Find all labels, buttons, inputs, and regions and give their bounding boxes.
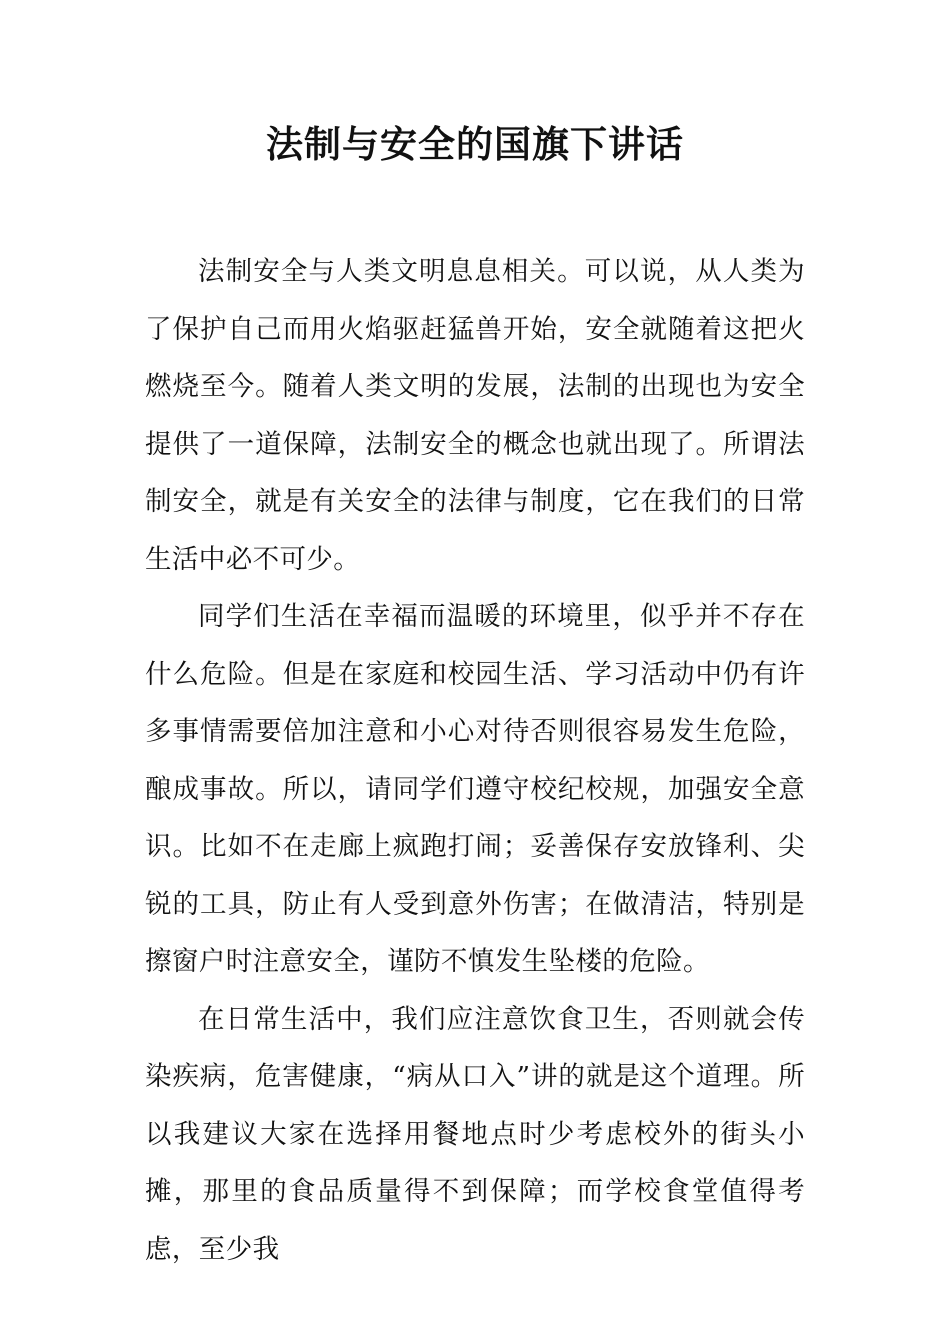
paragraph-3: 在日常生活中，我们应注意饮食卫生，否则就会传染疾病，危害健康，“病从口入”讲的就是这个道理。所以我建议大家在选择用餐地点时少考虑校外的街头小摊，那里的食品质量得不到保障；而学校食堂值得考虑，至少我: [145, 1003, 805, 1265]
paragraph-1: 法制安全与人类文明息息相关。可以说，从人类为了保护自己而用火焰驱赶猛兽开始，安全就随着这把火燃烧至今。随着人类文明的发展，法制的出现也为安全提供了一道保障，法制安全的概念也就出现了。所谓法制安全，就是有关安全的法律与制度，它在我们的日常生活中必不可少。: [145, 256, 805, 575]
paragraph-2: 同学们生活在幸福而温暖的环境里，似乎并不存在什么危险。但是在家庭和校园生活、学习活动中仍有许多事情需要倍加注意和小心对待否则很容易发生危险，酿成事故。所以，请同学们遵守校纪校规，加强安全意识。比如不在走廊上疯跑打闹；妥善保存安放锋利、尖锐的工具，防止有人受到意外伤害；在做清洁，特别是擦窗户时注意安全，谨防不慎发生坠楼的危险。: [145, 601, 805, 977]
page-title: 法制与安全的国旗下讲话: [266, 122, 684, 166]
document-body: [145, 243, 805, 1278]
